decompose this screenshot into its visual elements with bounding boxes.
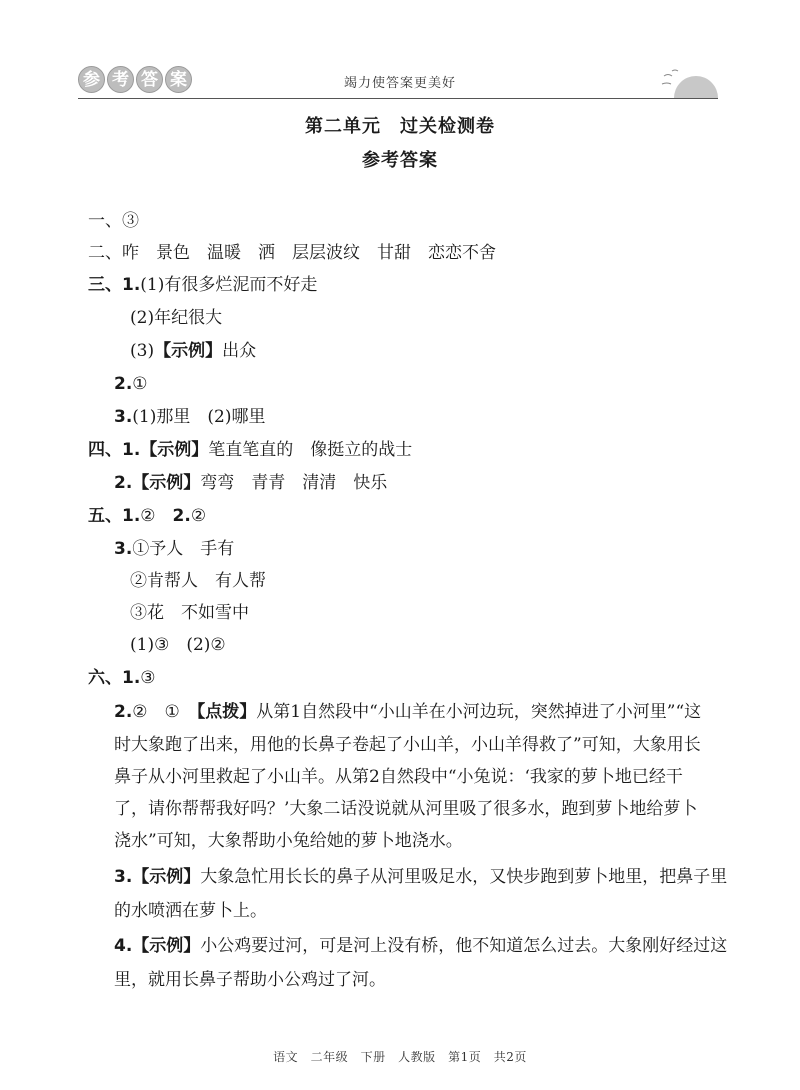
answer-line: 3.【示例】大象急忙用长长的鼻子从河里吸足水，又快步跑到萝卜地里，把鼻子里 bbox=[114, 867, 728, 887]
answer-line: 三、1.(1)有很多烂泥而不好走 bbox=[88, 275, 318, 295]
answer-line: ②肯帮人 有人帮 bbox=[130, 571, 266, 591]
answer-line: 五、1.② 2.② bbox=[88, 506, 207, 526]
badge-char: 案 bbox=[165, 66, 192, 93]
answer-line: (2)年纪很大 bbox=[130, 308, 223, 328]
answer-line: 里，就用长鼻子帮助小公鸡过了河。 bbox=[114, 970, 386, 990]
answer-line: 二、咋 景色 温暖 洒 层层波纹 甘甜 恋恋不舍 bbox=[88, 243, 496, 263]
answer-line: 3.①予人 手有 bbox=[114, 539, 235, 559]
answer-line: ③花 不如雪中 bbox=[130, 603, 249, 623]
page-title: 第二单元 过关检测卷 bbox=[305, 116, 495, 137]
answer-line: 时大象跑了出来，用他的长鼻子卷起了小山羊，小山羊得救了”可知，大象用长 bbox=[114, 735, 701, 755]
answer-line: (3)【示例】出众 bbox=[130, 341, 257, 361]
answer-line: (1)③ (2)② bbox=[130, 635, 226, 655]
badge-char: 参 bbox=[78, 66, 105, 93]
page-footer: 语文 二年级 下册 人教版 第1页 共2页 bbox=[273, 1050, 527, 1064]
answer-line: 一、③ bbox=[88, 211, 139, 231]
answer-line: 鼻子从小河里救起了小山羊。从第2自然段中“小兔说：‘我家的萝卜地已经干 bbox=[114, 767, 683, 787]
answer-line: 了，请你帮帮我好吗？’大象二话没说就从河里吸了很多水，跑到萝卜地给萝卜 bbox=[114, 799, 698, 819]
answer-line: 浇水”可知，大象帮助小兔给她的萝卜地浇水。 bbox=[114, 831, 463, 851]
page-subtitle: 参考答案 bbox=[362, 150, 438, 171]
answer-line: 2.② ① 【点拨】从第1自然段中“小山羊在小河边玩，突然掉进了小河里”“这 bbox=[114, 702, 702, 722]
answer-line: 2.【示例】弯弯 青青 清清 快乐 bbox=[114, 473, 388, 493]
answer-line: 的水喷洒在萝卜上。 bbox=[114, 901, 267, 921]
hill-sun-icon bbox=[660, 64, 718, 98]
page-header bbox=[0, 0, 800, 110]
answer-line: 六、1.③ bbox=[88, 668, 156, 688]
header-rule bbox=[78, 98, 718, 99]
badge-char: 考 bbox=[107, 66, 134, 93]
answer-line: 4.【示例】小公鸡要过河，可是河上没有桥，他不知道怎么过去。大象刚好经过这 bbox=[114, 936, 728, 956]
header-slogan: 竭力使答案更美好 bbox=[343, 76, 456, 91]
answer-line: 四、1.【示例】笔直笔直的 像挺立的战士 bbox=[88, 440, 413, 460]
badge-char: 答 bbox=[136, 66, 163, 93]
answer-line: 2.① bbox=[114, 374, 148, 394]
answer-line: 3.(1)那里 (2)哪里 bbox=[114, 407, 266, 427]
